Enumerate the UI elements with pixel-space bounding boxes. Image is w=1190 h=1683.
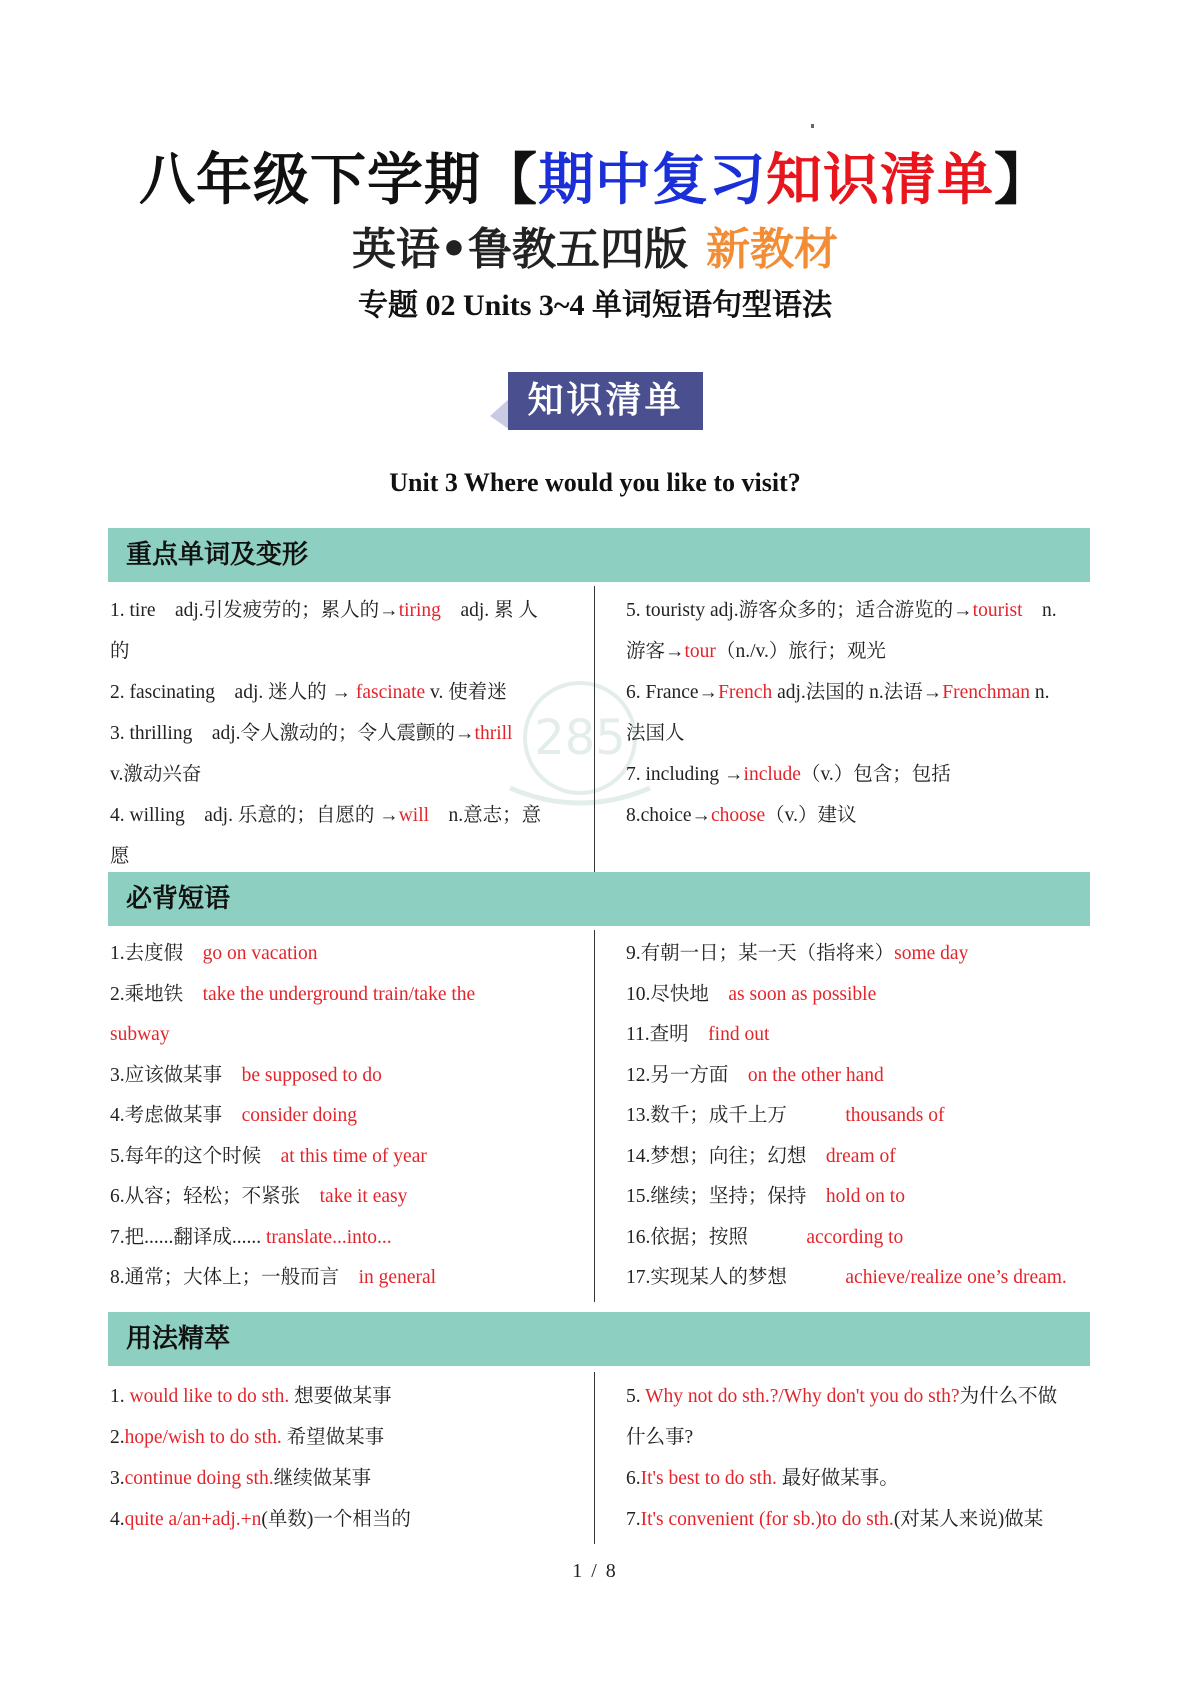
column-divider (594, 930, 595, 1302)
section-header-words: 重点单词及变形 (108, 528, 1090, 582)
topic-heading: 专题 02 Units 3~4 单词短语句型语法 (358, 289, 832, 322)
title-part-checklist: 知识清单 (766, 148, 994, 213)
phrase-item: 17.实现某人的梦想 achieve/realize one’s dream. (626, 1267, 1067, 1288)
phrase-item: 13.数千；成千上万 thousands of (626, 1105, 945, 1126)
title-part-review: 期中复习 (538, 148, 766, 213)
phrase-item: 12.另一方面 on the other hand (626, 1064, 884, 1086)
document-title (0, 146, 1190, 216)
phrase-item: 9.有朝一日；某一天（指将来）some day (626, 943, 969, 964)
document-subtitle (0, 222, 1190, 278)
usage-item: 5. Why not do sth.?/Why don't you do sth?为什么不做 什么事? (626, 1386, 1058, 1448)
phrase-item: 1.去度假 go on vacation (110, 943, 318, 964)
phrase-item: 8.通常；大体上；一般而言 in general (110, 1267, 437, 1288)
usage-item: 3.continue doing sth.继续做某事 (110, 1468, 372, 1489)
word-item: 2. fascinating adj. 迷人的 → fascinate v. 使着迷 (110, 682, 507, 703)
section-header-usage: 用法精萃 (108, 1312, 1090, 1366)
column-divider (594, 1372, 595, 1544)
subtitle-new-textbook: 新教材 (706, 224, 839, 275)
usage-item: 1. would like to do sth. 想要做某事 (110, 1386, 392, 1407)
phrase-item: 10.尽快地 as soon as possible (626, 983, 877, 1005)
page-dot-mark (811, 124, 814, 128)
phrase-item: 6.从容；轻松；不紧张 take it easy (110, 1186, 408, 1207)
phrase-item: 7.把......翻译成...... translate...into... (110, 1226, 392, 1248)
phrases-right-column (626, 934, 1094, 1299)
word-item: 6. France→French adj.法国的 n.法语→Frenchman n. 法国人 (626, 682, 1050, 744)
section-badge (490, 372, 705, 430)
word-item: 8.choice→choose（v.）建议 (626, 805, 857, 826)
unit-title: Unit 3 Where would you like to visit? (389, 468, 801, 497)
usage-left-column (110, 1376, 588, 1540)
usage-item: 4.quite a/an+adj.+n(单数)一个相当的 (110, 1509, 411, 1530)
words-left-column (110, 590, 588, 877)
usage-item: 2.hope/wish to do sth. 希望做某事 (110, 1427, 385, 1448)
word-item: 4. willing adj. 乐意的；自愿的 →will n.意志；意 愿 (110, 805, 542, 867)
subtitle-edition: 英语•鲁教五四版 (351, 224, 689, 275)
usage-item: 7.It's convenient (for sb.)to do sth.(对某人来说)做某 (626, 1509, 1044, 1530)
usage-item: 6.It's best to do sth. 最好做某事。 (626, 1468, 899, 1489)
phrase-item: 11.查明 find out (626, 1024, 770, 1045)
title-part-grade: 八年级下学期【 (139, 148, 538, 213)
usage-right-column (626, 1376, 1094, 1540)
word-item: 1. tire adj.引发疲劳的；累人的→tiring adj. 累 人 的 (110, 600, 538, 662)
word-item: 5. touristy adj.游客众多的；适合游览的→tourist n. 游客→tour（n./v.）旅行；观光 (626, 600, 1057, 662)
words-right-column (626, 590, 1094, 836)
section-header-phrases: 必背短语 (108, 872, 1090, 926)
column-divider (594, 586, 595, 872)
badge-label: 知识清单 (508, 372, 703, 430)
badge-triangle (490, 398, 510, 430)
page-number: 1 / 8 (572, 1560, 618, 1582)
svg-text:285: 285 (534, 710, 626, 766)
phrases-left-column (110, 934, 588, 1299)
phrase-item: 2.乘地铁 take the underground train/take the subway (110, 983, 476, 1045)
phrase-item: 4.考虑做某事 consider doing (110, 1105, 357, 1126)
phrase-item: 14.梦想；向往；幻想 dream of (626, 1145, 896, 1167)
word-item: 3. thrilling adj.令人激动的；令人震颤的→thrill v.激动兴奋 (110, 723, 513, 785)
word-item: 7. including →include（v.）包含；包括 (626, 764, 951, 785)
phrase-item: 3.应该做某事 be supposed to do (110, 1064, 382, 1086)
phrase-item: 16.依据；按照 according to (626, 1226, 904, 1248)
phrase-item: 15.继续；坚持；保持 hold on to (626, 1186, 905, 1207)
title-part-bracket: 】 (994, 148, 1051, 213)
phrase-item: 5.每年的这个时候 at this time of year (110, 1145, 427, 1167)
